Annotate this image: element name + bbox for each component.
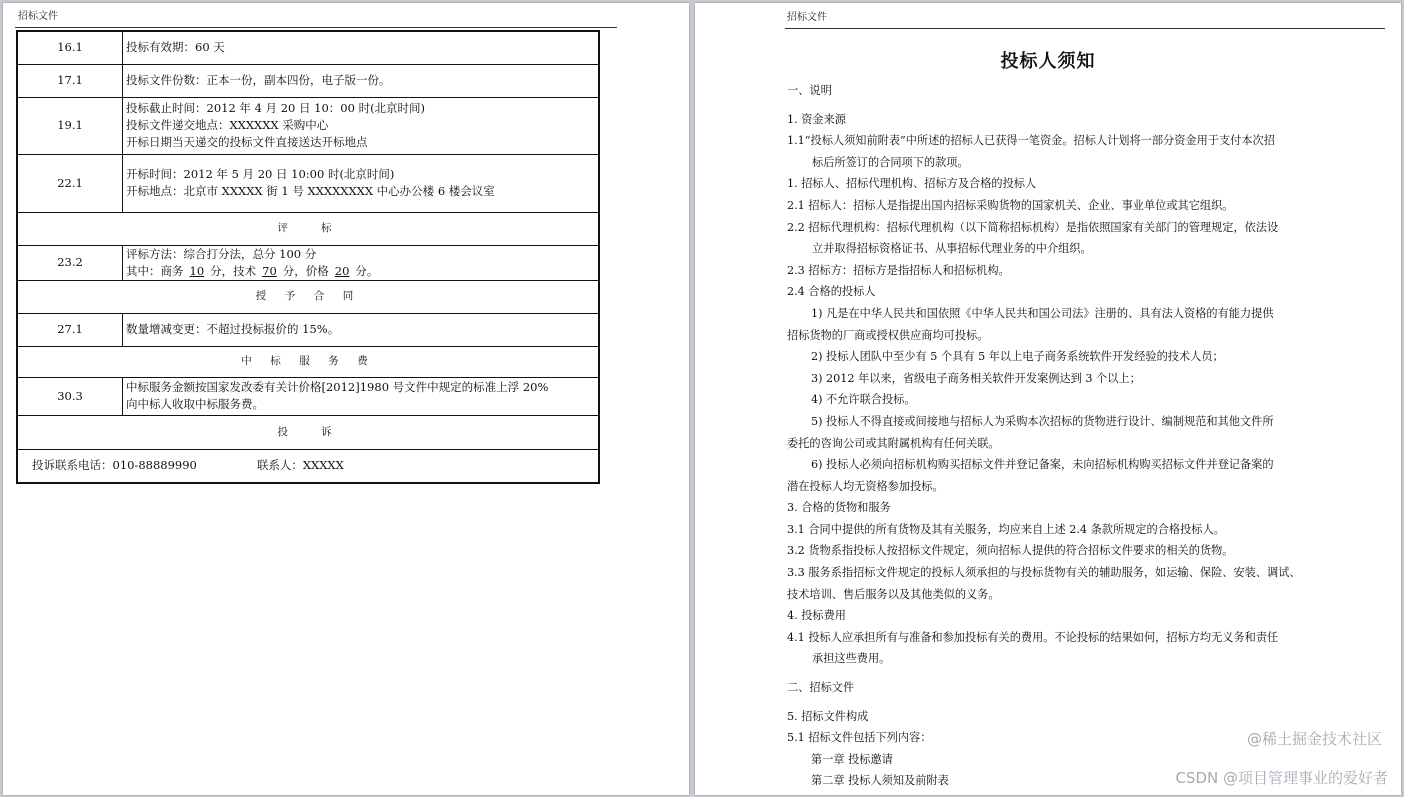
- paragraph: 3.3 服务系指招标文件规定的投标人须承担的与投标货物有关的辅助服务，如运输、保险、安装、调试、: [787, 566, 1301, 580]
- table-row: [17, 31, 599, 64]
- watermark-juejin: @稀土掘金技术社区: [1246, 730, 1382, 748]
- paragraph: 3. 合格的货物和服务: [787, 501, 891, 515]
- watermark-csdn: CSDN @项目管理事业的爱好者: [1175, 769, 1388, 787]
- clause-content: [123, 97, 600, 154]
- paragraph: 第二章 投标人须知及前附表: [811, 774, 949, 788]
- table-section-row: [17, 212, 599, 245]
- paragraph: 第一章 投标邀请: [811, 752, 893, 766]
- paragraph: 二、招标文件: [787, 681, 855, 695]
- scoring-method: 评标方法：综合打分法，总分 100 分: [126, 246, 317, 261]
- paragraph: 4) 不允许联合投标。: [811, 393, 916, 407]
- clause-number: 23.2: [17, 245, 123, 280]
- clause-number: 27.1: [17, 313, 123, 346]
- contact-row: [17, 449, 599, 483]
- clause-content: [123, 154, 600, 212]
- paragraph: 1. 资金来源: [787, 112, 846, 126]
- contact-person: 联系人：XXXXX: [256, 458, 344, 473]
- scoring-weights: [126, 263, 595, 280]
- clause-line: 向中标人收取中标服务费。: [126, 397, 264, 411]
- clause-content: [123, 313, 600, 346]
- table-row: [17, 97, 599, 154]
- table-row: [17, 64, 599, 97]
- paragraph: 招标货物的厂商或授权供应商均可投标。: [787, 328, 989, 342]
- paragraph: 2.1 招标人：招标人是指提出国内招标采购货物的国家机关、企业、事业单位或其它组织。: [787, 198, 1234, 212]
- paragraph: 承担这些费用。: [812, 652, 891, 666]
- paragraph: 标后所签订的合同项下的款项。: [812, 155, 969, 169]
- running-header: 招标文件: [18, 11, 58, 22]
- table-section-row: [17, 346, 599, 377]
- running-header: 招标文件: [787, 12, 827, 23]
- clause-number: 17.1: [17, 64, 123, 97]
- table-row: [17, 313, 599, 346]
- clause-line: 数量增减变更：不超过投标报价的 15%。: [126, 322, 340, 336]
- clause-line: 开标地点：北京市 XXXXX 街 1 号 XXXXXXXX 中心办公楼 6 楼会议室: [126, 184, 495, 198]
- table-row: [17, 377, 599, 415]
- clause-number: 30.3: [17, 377, 123, 415]
- weight-tech: 70: [262, 263, 277, 278]
- clause-line: 开标时间：2012 年 5 月 20 日 10:00 时(北京时间): [126, 167, 395, 181]
- paragraph: 技术培训、售后服务以及其他类似的义务。: [787, 587, 1000, 601]
- clause-number: 19.1: [17, 97, 123, 154]
- table-row: [17, 154, 599, 212]
- weight-price: 20: [334, 263, 350, 278]
- paragraph: 3.1 合同中提供的所有货物及其有关服务，均应来自上述 2.4 条款所规定的合格投标人。: [787, 522, 1225, 536]
- section-heading: 中 标 服 务 费: [17, 346, 599, 377]
- paragraph: 2.3 招标方：招标方是指招标人和招标机构。: [787, 263, 1010, 277]
- paragraph: 1.1“投标人须知前附表”中所述的招标人已获得一笔资金。招标人计划将一部分资金用于支付本次招: [787, 134, 1275, 148]
- paragraph: 潜在投标人均无资格参加投标。: [787, 479, 944, 493]
- section-heading: 授 予 合 同: [17, 280, 599, 313]
- clause-line: 投标文件份数：正本一份，副本四份，电子版一份。: [126, 73, 391, 87]
- clause-line: 开标日期当天递交的投标文件直接送达开标地点: [126, 135, 368, 149]
- paragraph: 4.1 投标人应承担所有与准备和参加投标有关的费用。不论投标的结果如何，招标方均无义务和责任: [787, 630, 1279, 644]
- right-page: [695, 3, 1401, 795]
- weight-price-label: 分，价格: [282, 263, 329, 278]
- paragraph: 委托的咨询公司或其附属机构有任何关联。: [787, 436, 1000, 450]
- paragraph: 2.2 招标代理机构：招标代理机构（以下简称招标机构）是指依照国家有关部门的管理规定，依法设: [787, 220, 1279, 234]
- paragraph: 5) 投标人不得直接或间接地与招标人为采购本次招标的货物进行设计、编制规范和其他文件所: [811, 414, 1274, 428]
- table-row: [17, 245, 599, 280]
- paragraph: 3.2 货物系指投标人按招标文件规定，须向招标人提供的符合招标文件要求的相关的货物。: [787, 544, 1234, 558]
- weight-suffix: 分。: [355, 263, 379, 278]
- clause-line: 投标截止时间：2012 年 4 月 20 日 10：00 时(北京时间): [126, 101, 426, 115]
- section-heading: 投 诉: [17, 415, 599, 449]
- paragraph: 5.1 招标文件包括下列内容：: [787, 731, 932, 745]
- table-section-row: [17, 280, 599, 313]
- clause-line: 投标有效期：60 天: [126, 40, 225, 55]
- bid-data-table: [16, 30, 600, 484]
- clause-line: 投标文件递交地点：XXXXXX 采购中心: [126, 118, 329, 132]
- weight-prefix: 其中：商务: [126, 263, 184, 278]
- clause-content: [123, 377, 600, 415]
- paragraph: 2) 投标人团队中至少有 5 个具有 5 年以上电子商务系统软件开发经验的技术人员；: [811, 350, 1224, 364]
- weight-business: 10: [189, 263, 205, 278]
- table-section-row: [17, 415, 599, 449]
- header-rule: [15, 27, 617, 28]
- complaint-phone: 投诉联系电话：010-88889990: [32, 458, 197, 473]
- clause-number: 22.1: [17, 154, 123, 212]
- section-heading: 评 标: [17, 212, 599, 245]
- paragraph: 立并取得招标资格证书、从事招标代理业务的中介组织。: [812, 242, 1092, 256]
- paragraph: 6) 投标人必须向招标机构购买招标文件并登记备案，未向招标机构购买招标文件并登记备案的: [811, 458, 1274, 472]
- contact-cell: [17, 449, 599, 483]
- paragraph: 3) 2012 年以来，省级电子商务相关软件开发案例达到 3 个以上；: [811, 371, 1141, 385]
- clause-content: [123, 31, 600, 64]
- page-title: 投标人须知: [1000, 51, 1096, 72]
- paragraph: 5. 招标文件构成: [787, 709, 869, 723]
- left-page: [3, 3, 689, 795]
- clause-number: 16.1: [17, 31, 123, 64]
- clause-line: 中标服务金额按国家发改委有关计价格[2012]1980 号文件中规定的标准上浮 20%: [126, 380, 549, 394]
- weight-tech-label: 分，技术: [210, 263, 257, 278]
- paragraph: 1. 招标人、招标代理机构、招标方及合格的投标人: [787, 177, 1037, 191]
- paragraph: 1) 凡是在中华人民共和国依照《中华人民共和国公司法》注册的、具有法人资格的有能力提供: [811, 306, 1274, 320]
- paragraph: 一、说明: [787, 84, 832, 97]
- header-rule: [785, 28, 1385, 29]
- clause-content: [123, 245, 600, 280]
- paragraph: 4. 投标费用: [787, 609, 846, 623]
- paragraph: 2.4 合格的投标人: [787, 285, 876, 299]
- clause-content: [123, 64, 600, 97]
- body-text: [787, 80, 1387, 792]
